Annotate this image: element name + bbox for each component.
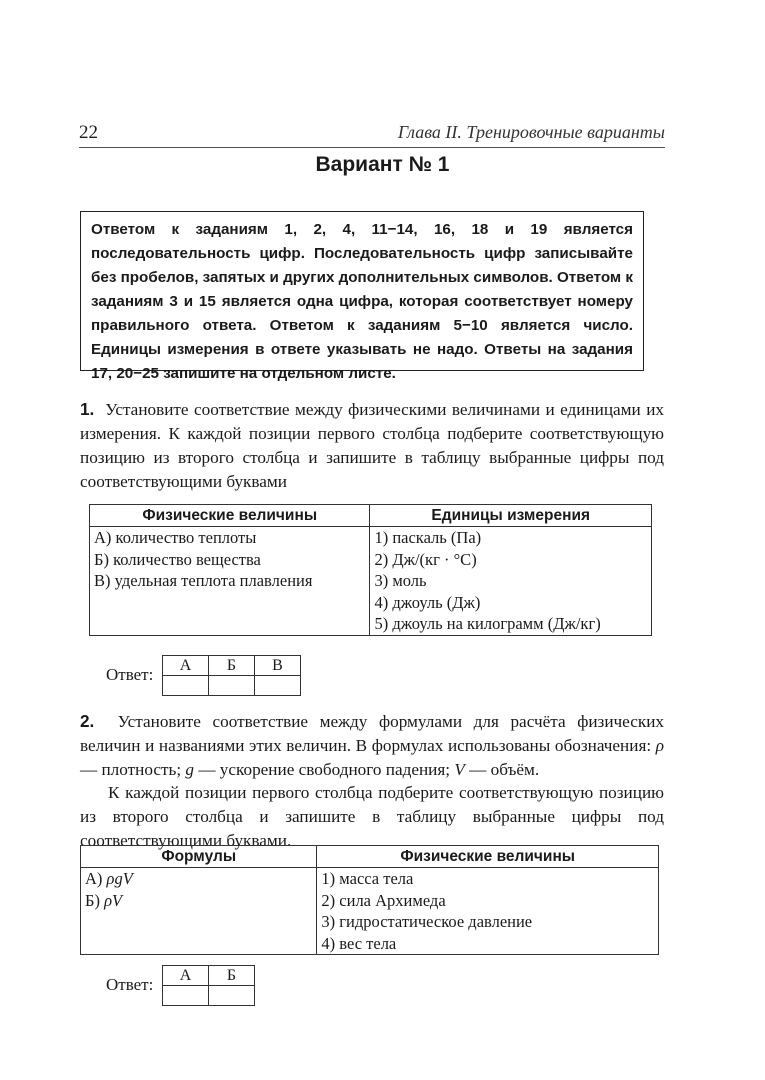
task-2-def-v: — объём. [464, 760, 540, 779]
answer-letter: А [163, 656, 209, 676]
formula: ρV [104, 890, 123, 910]
task-2-table [80, 845, 659, 955]
list-item: 3) гидростатическое давление [321, 912, 533, 931]
task-2-answer-label: Ответ: [106, 975, 154, 994]
task-1-number: 1. [80, 399, 95, 419]
task-1-right-column [370, 527, 652, 636]
task-2-instructions: К каждой позиции первого столбца подберите соответствующую позицию из второго столбца и запишите в таблицу выбранные цифры под соответствующими буквами. [80, 783, 664, 850]
answer-cell[interactable] [163, 676, 209, 696]
task-2-col1-header: Формулы [81, 846, 317, 868]
task-2-number: 2. [80, 711, 95, 731]
answer-letter: В [255, 656, 301, 676]
list-item: 2) Дж/(кг · °С) [374, 549, 477, 569]
answer-cell[interactable] [209, 676, 255, 696]
task-1-left-column [90, 527, 370, 636]
answer-cell[interactable] [209, 986, 255, 1006]
instructions-box: Ответом к заданиям 1, 2, 4, 11−14, 16, 18 и 19 является последовательность цифр. Последовательность цифр записывайте без пробелов, запятых и других дополнительных символов. Ответом к заданиям 3 и 15 является одна цифра, которая соответствует номеру правильного ответа. Ответом к заданиям 5−10 является число. Единицы измерения в ответе указывать не надо. Ответы на задания 17, 20−25 запишите на отдельном листе. [80, 211, 644, 371]
task-2-left-column [81, 868, 317, 955]
list-item: Б) количество вещества [94, 549, 261, 569]
task-2-def-g: — ускорение свободного падения; [194, 760, 455, 779]
list-item: В) удельная теплота плавления [94, 571, 313, 590]
task-1-col1-header: Физические величины [90, 505, 370, 527]
page-number: 22 [79, 122, 98, 143]
variant-title: Вариант № 1 [315, 153, 450, 176]
task-2-col2-header: Физические величины [317, 846, 659, 868]
task-2-right-column [317, 868, 659, 955]
chapter-title: Глава II. Тренировочные варианты [397, 122, 665, 142]
list-item: 2) сила Архимеда [321, 890, 446, 910]
list-item: А) ρgV [85, 869, 133, 888]
task-1-answer-label: Ответ: [106, 665, 154, 684]
task-2-text [80, 709, 664, 782]
g-symbol: g [185, 760, 195, 779]
task-2-answer-grid [162, 965, 255, 1006]
task-2-def-rho: — плотность; [80, 760, 186, 779]
task-1-table [89, 504, 652, 636]
answer-letter: Б [209, 966, 255, 986]
list-item: 1) масса тела [321, 869, 414, 888]
formula: ρgV [106, 869, 133, 888]
header-divider [79, 147, 665, 148]
list-item: 4) джоуль (Дж) [374, 592, 481, 612]
list-item: А) количество теплоты [94, 528, 257, 547]
list-item: 4) вес тела [321, 933, 397, 953]
answer-cell[interactable] [163, 986, 209, 1006]
list-item: Б) ρV [85, 890, 123, 910]
answer-letter: Б [209, 656, 255, 676]
v-symbol: V [454, 760, 465, 779]
task-1-answer-grid [162, 655, 301, 696]
task-1-text [80, 397, 664, 494]
list-item: 5) джоуль на килограмм (Дж/кг) [374, 614, 601, 633]
task-1-col2-header: Единицы измерения [370, 505, 652, 527]
list-item: 1) паскаль (Па) [374, 528, 482, 547]
answer-cell[interactable] [255, 676, 301, 696]
task-1-prompt: Установите соответствие между физическими величинами и единицами их измерения. К каждой позиции первого столбца подберите соответствующую позицию из второго столбца и запишите в таблицу выбранные цифры под соответствующими буквами [80, 400, 664, 491]
rho-symbol: ρ [655, 736, 664, 755]
answer-letter: А [163, 966, 209, 986]
task-2-prompt: Установите соответствие между формулами для расчёта физических величин и названиями этих величин. В формулах использованы обозначения: [80, 712, 664, 755]
list-item: 3) моль [374, 571, 427, 590]
